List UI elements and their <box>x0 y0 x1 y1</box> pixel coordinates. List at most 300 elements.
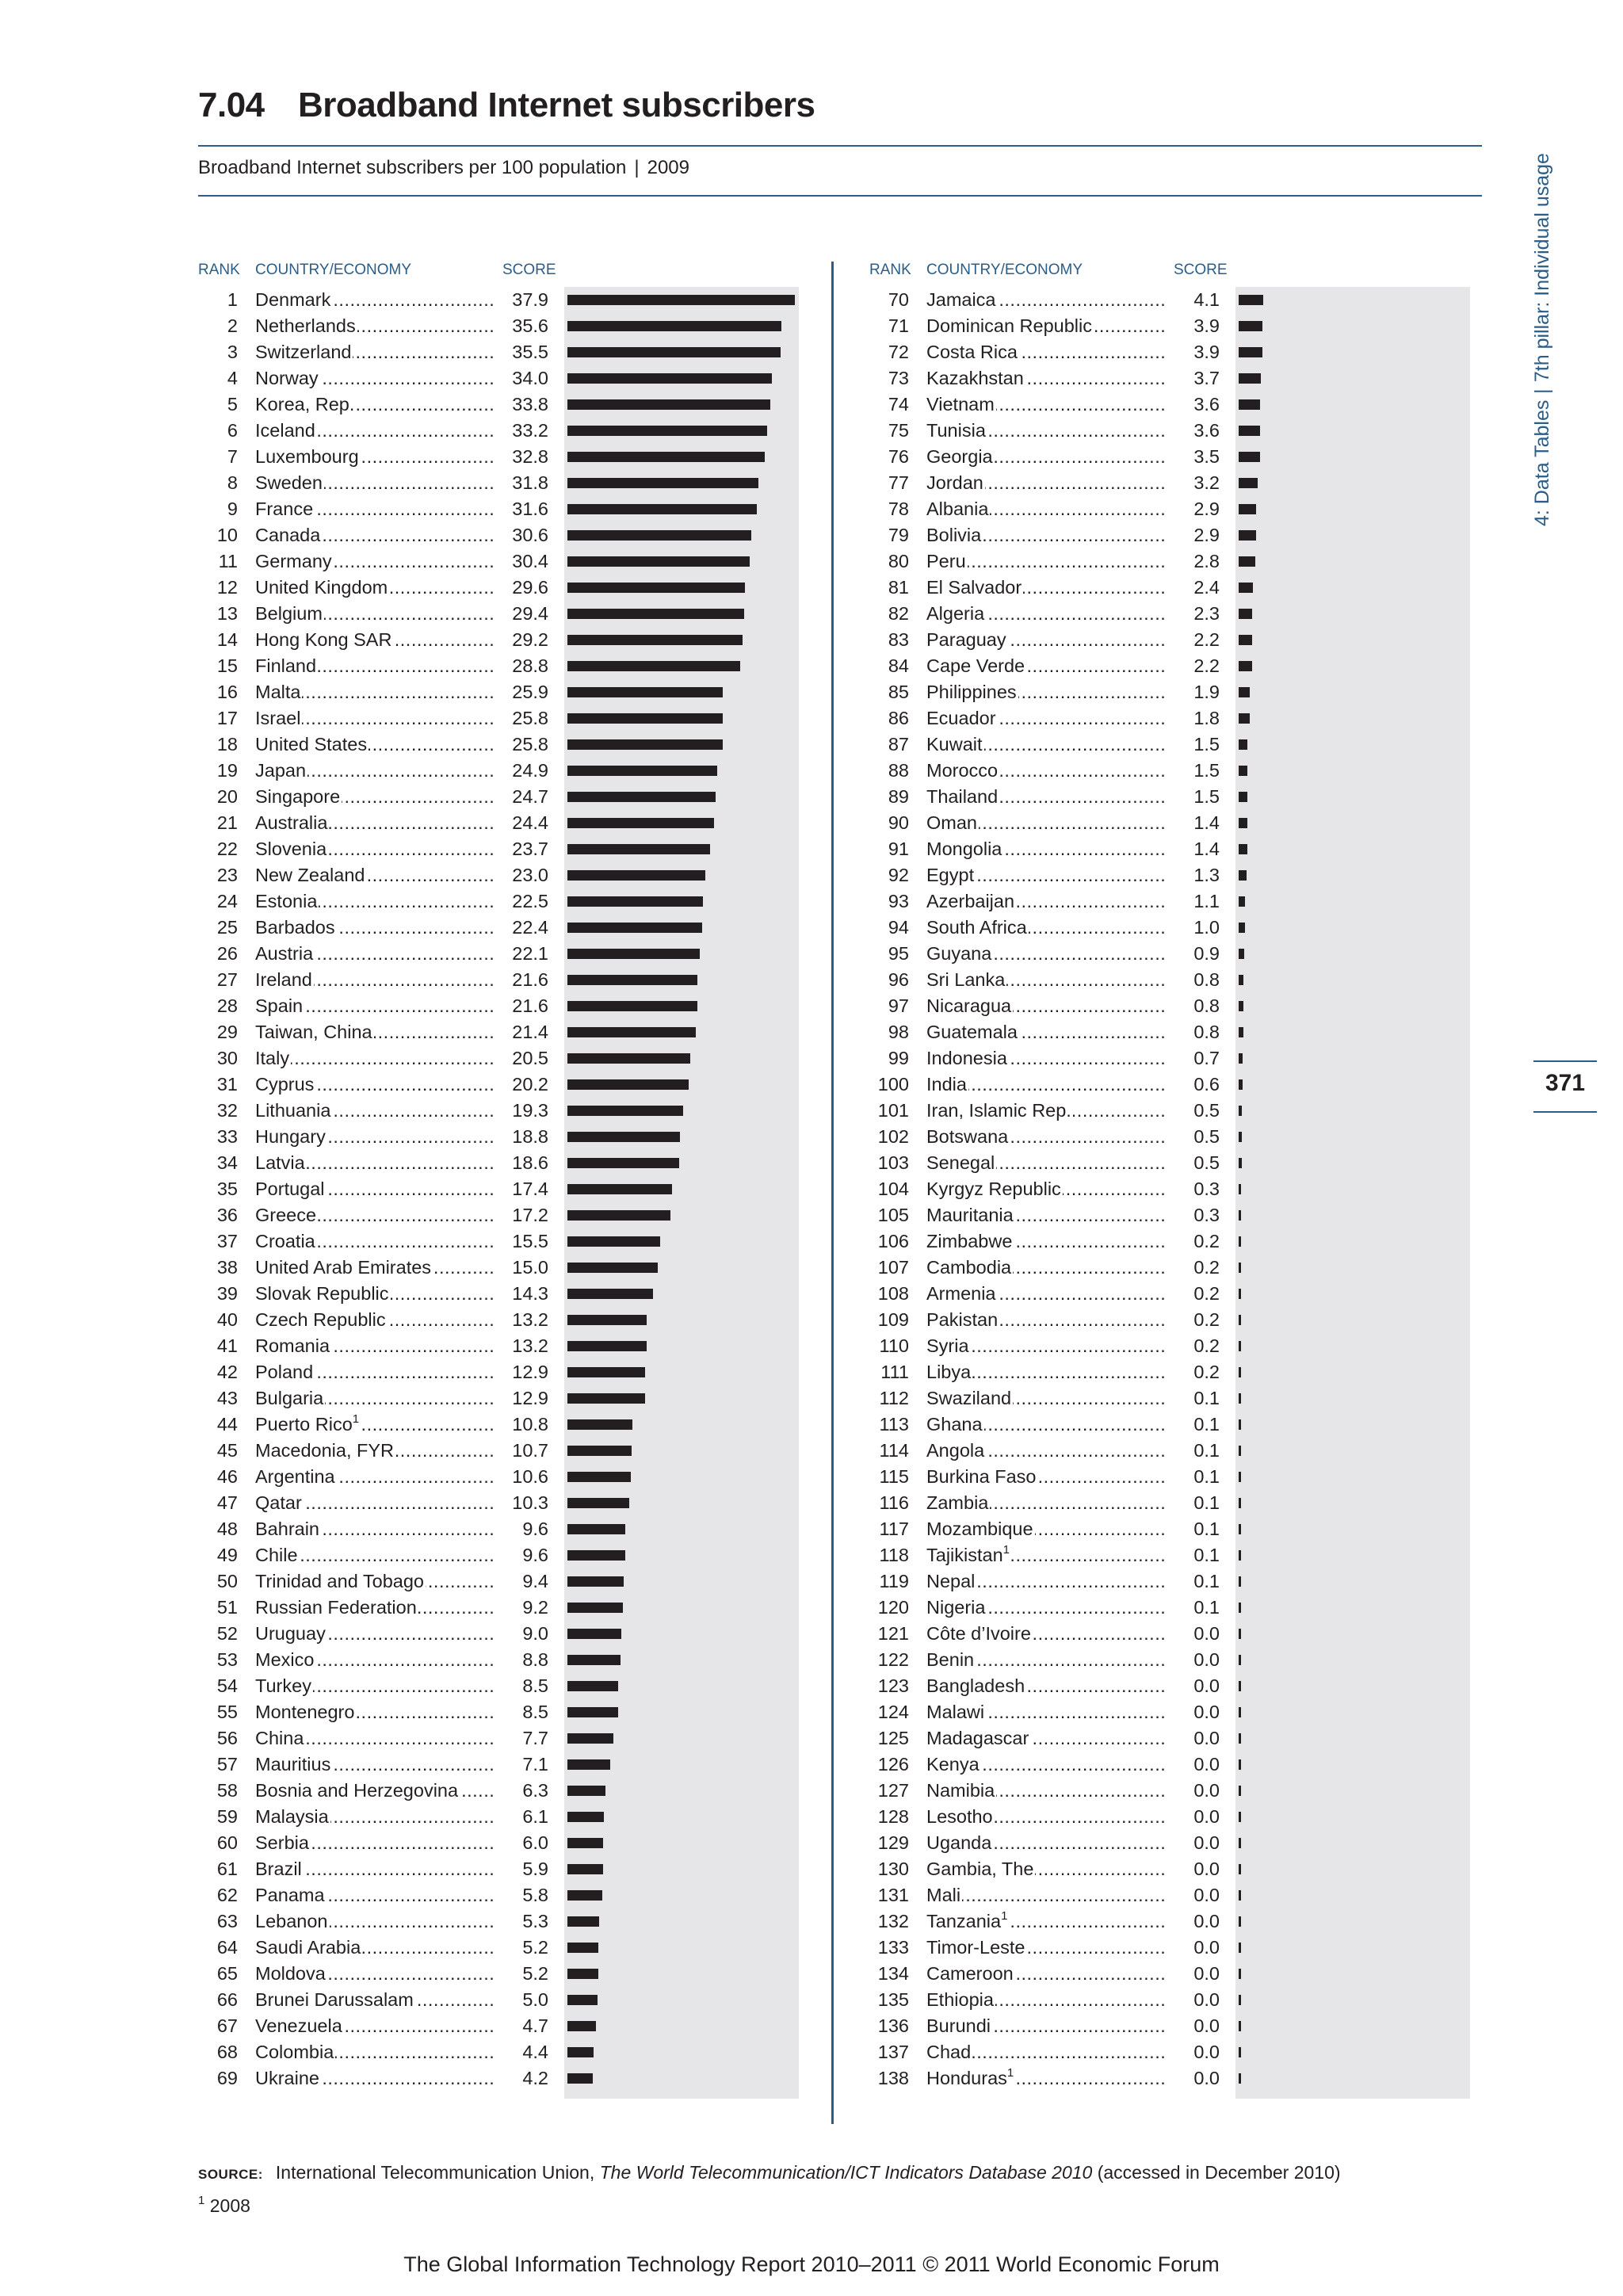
country-name: Montenegro <box>255 1702 355 1722</box>
score-cell: 9.6 <box>496 1516 548 1542</box>
score-bar <box>1239 1158 1242 1168</box>
rank-cell: 53 <box>216 1649 238 1670</box>
score-bar <box>567 426 767 436</box>
rank-cell: 94 <box>888 917 909 938</box>
country-name: Croatia <box>255 1231 315 1251</box>
country-name: Angola <box>926 1440 985 1461</box>
page-number-rule-top <box>1533 1060 1597 1062</box>
score-cell: 0.0 <box>1167 1621 1220 1647</box>
country-cell <box>255 1098 332 1124</box>
score-cell: 0.2 <box>1167 1333 1220 1359</box>
country-name: India <box>926 1074 967 1095</box>
country-cell <box>255 339 353 365</box>
rank-cell: 102 <box>877 1126 909 1147</box>
score-cell: 17.4 <box>496 1176 548 1202</box>
rank-cell: 45 <box>216 1440 238 1461</box>
score-bar <box>567 1472 631 1482</box>
score-cell: 20.2 <box>496 1072 548 1098</box>
score-cell: 0.0 <box>1167 1804 1220 1830</box>
score-cell: 4.1 <box>1167 287 1220 313</box>
score-bar <box>1239 321 1262 331</box>
score-cell: 3.9 <box>1167 313 1220 339</box>
rank-cell: 73 <box>888 368 909 388</box>
rank-cell: 89 <box>888 786 909 807</box>
rank-cell: 14 <box>216 629 238 650</box>
country-cell <box>255 392 356 418</box>
score-cell: 4.7 <box>496 2013 548 2039</box>
score-cell: 0.0 <box>1167 1778 1220 1804</box>
rank-cell: 92 <box>888 865 909 885</box>
score-cell: 24.4 <box>496 810 548 836</box>
score-cell: 0.1 <box>1167 1438 1220 1464</box>
source-accessed: (accessed in December 2010) <box>1092 2162 1341 2183</box>
country-name: Oman <box>926 812 977 833</box>
rank-cell: 101 <box>877 1100 909 1121</box>
rank-cell: 41 <box>216 1335 238 1356</box>
rank-cell: 90 <box>888 812 909 833</box>
rank-cell: 9 <box>227 499 238 519</box>
subtitle-year: 2009 <box>647 157 689 178</box>
rank-cell: 11 <box>218 551 238 571</box>
country-name: Luxembourg <box>255 446 359 467</box>
country-cell <box>255 575 389 601</box>
country-cell <box>255 1935 362 1961</box>
country-header: COUNTRY/ECONOMY <box>255 262 412 278</box>
country-cell <box>926 313 1094 339</box>
score-header: SCORE <box>1174 262 1228 278</box>
score-cell: 3.6 <box>1167 392 1220 418</box>
country-name: Thailand <box>926 786 999 807</box>
rank-cell: 39 <box>216 1283 238 1304</box>
rank-cell: 81 <box>888 577 909 598</box>
country-cell <box>926 1752 981 1778</box>
country-name: Timor-Leste <box>926 1937 1025 1958</box>
country-cell <box>926 1307 999 1333</box>
score-cell: 8.5 <box>496 1699 548 1725</box>
sidebar-pillar: 7th pillar: Individual usage <box>1531 153 1553 383</box>
country-cell <box>926 1045 1009 1072</box>
country-cell <box>926 1882 962 1908</box>
sidebar-separator: | <box>1531 388 1553 394</box>
rank-cell: 109 <box>877 1309 909 1330</box>
score-bar <box>567 1158 679 1168</box>
header-rule-top <box>198 145 1482 147</box>
country-cell <box>926 1255 1013 1281</box>
country-cell <box>255 1150 307 1176</box>
country-name: Nigeria <box>926 1597 986 1618</box>
score-bar <box>1239 1707 1241 1717</box>
sidebar-part: 4: Data Tables <box>1531 399 1553 526</box>
score-cell: 22.1 <box>496 941 548 967</box>
country-name: Barbados <box>255 917 335 938</box>
country-name: Brunei Darussalam <box>255 1989 414 2010</box>
rank-cell: 122 <box>877 1649 909 1670</box>
score-cell: 0.5 <box>1167 1124 1220 1150</box>
score-bar <box>1239 792 1247 802</box>
country-name: Kenya <box>926 1754 980 1775</box>
score-cell: 24.9 <box>496 758 548 784</box>
score-bar <box>1239 347 1262 357</box>
rank-cell: 98 <box>888 1022 909 1042</box>
score-bar <box>567 399 770 410</box>
score-cell: 0.1 <box>1167 1516 1220 1542</box>
score-bar <box>1239 713 1250 724</box>
score-cell: 1.5 <box>1167 758 1220 784</box>
rank-cell: 24 <box>216 891 238 911</box>
score-bar <box>1239 399 1260 410</box>
rank-cell: 5 <box>227 394 238 415</box>
country-cell <box>255 601 324 627</box>
score-cell: 5.8 <box>496 1882 548 1908</box>
score-cell: 29.4 <box>496 601 548 627</box>
country-cell <box>926 339 1019 365</box>
country-cell <box>926 836 1003 862</box>
country-name: France <box>255 499 314 519</box>
score-cell: 1.3 <box>1167 862 1220 888</box>
rank-cell: 100 <box>877 1074 909 1095</box>
score-bar <box>1239 295 1263 305</box>
score-bar <box>1239 1864 1241 1874</box>
country-cell <box>255 444 361 470</box>
country-name: Malta <box>255 682 301 702</box>
score-cell: 0.0 <box>1167 1908 1220 1935</box>
country-name: Uruguay <box>255 1623 326 1644</box>
score-cell: 22.4 <box>496 915 548 941</box>
country-cell <box>255 1490 304 1516</box>
source-publication: The World Telecommunication/ICT Indicators Database 2010 <box>599 2162 1093 2183</box>
score-cell: 25.8 <box>496 705 548 732</box>
score-bar <box>567 1890 602 1901</box>
country-cell <box>255 784 342 810</box>
country-cell <box>926 1098 1073 1124</box>
country-name: Namibia <box>926 1780 995 1801</box>
score-cell: 0.1 <box>1167 1542 1220 1568</box>
country-cell <box>255 679 302 705</box>
rank-cell: 72 <box>888 342 909 362</box>
score-cell: 5.2 <box>496 1961 548 1987</box>
country-cell <box>926 1568 976 1595</box>
rank-cell: 31 <box>216 1074 238 1095</box>
footnote-marker: 1 <box>1006 2066 1014 2080</box>
country-cell <box>255 1725 305 1752</box>
rank-cell: 112 <box>879 1388 909 1408</box>
country-name: Latvia <box>255 1152 305 1173</box>
rank-cell: 38 <box>216 1257 238 1278</box>
score-cell: 19.3 <box>496 1098 548 1124</box>
country-name: Cambodia <box>926 1257 1012 1278</box>
score-bar <box>567 1289 653 1299</box>
rank-cell: 78 <box>888 499 909 519</box>
rank-cell: 30 <box>216 1048 238 1068</box>
score-bar <box>567 1603 623 1613</box>
rank-cell: 26 <box>216 943 238 964</box>
country-cell <box>255 862 366 888</box>
score-bar <box>1239 1838 1241 1848</box>
country-cell <box>255 1464 337 1490</box>
score-bar <box>567 844 710 854</box>
country-name: Ghana <box>926 1414 983 1435</box>
country-cell <box>255 967 314 993</box>
country-name: Australia <box>255 812 328 833</box>
rank-cell: 34 <box>216 1152 238 1173</box>
score-bar <box>1239 1446 1241 1456</box>
country-cell <box>926 1438 986 1464</box>
score-cell: 9.6 <box>496 1542 548 1568</box>
country-name: Estonia <box>255 891 318 911</box>
rank-cell: 25 <box>216 917 238 938</box>
country-cell <box>926 732 984 758</box>
country-cell <box>926 627 1008 653</box>
country-cell <box>926 1699 986 1725</box>
column-divider <box>831 262 834 2124</box>
score-cell: 35.6 <box>496 313 548 339</box>
score-bar <box>567 2073 593 2084</box>
score-bar <box>567 1079 689 1090</box>
country-cell <box>926 1516 1035 1542</box>
rank-cell: 70 <box>888 289 909 310</box>
country-name: Kyrgyz Republic <box>926 1179 1061 1199</box>
score-cell: 0.0 <box>1167 1699 1220 1725</box>
rank-cell: 37 <box>216 1231 238 1251</box>
score-cell: 9.2 <box>496 1595 548 1621</box>
score-bar <box>1239 2047 1241 2057</box>
score-cell: 1.4 <box>1167 836 1220 862</box>
country-name: Bolivia <box>926 525 982 545</box>
country-cell <box>926 1202 1015 1228</box>
country-name: Gambia, The <box>926 1859 1034 1879</box>
rank-cell: 62 <box>216 1885 238 1905</box>
rank-cell: 124 <box>877 1702 909 1722</box>
score-bar <box>567 1498 629 1508</box>
country-cell <box>926 810 979 836</box>
score-cell: 0.3 <box>1167 1176 1220 1202</box>
country-cell <box>255 1673 313 1699</box>
score-cell: 33.2 <box>496 418 548 444</box>
country-cell <box>926 1673 1026 1699</box>
country-cell <box>255 941 315 967</box>
footnote-marker: 1 <box>1002 1543 1010 1557</box>
country-name: Singapore <box>255 786 341 807</box>
rank-cell: 126 <box>877 1754 909 1775</box>
score-cell: 25.9 <box>496 679 548 705</box>
country-cell <box>255 1333 331 1359</box>
rank-cell: 76 <box>888 446 909 467</box>
country-cell <box>926 470 985 496</box>
rank-cell: 61 <box>216 1859 238 1879</box>
country-name: Cameroon <box>926 1963 1014 1984</box>
score-bar <box>1239 1419 1241 1430</box>
score-bar <box>1239 687 1250 697</box>
country-cell <box>255 1621 327 1647</box>
score-cell: 0.0 <box>1167 1987 1220 2013</box>
score-cell: 30.6 <box>496 522 548 548</box>
country-cell <box>926 1359 972 1385</box>
country-cell <box>926 1176 1063 1202</box>
country-cell <box>926 915 1029 941</box>
score-bar <box>1239 530 1256 541</box>
score-cell: 37.9 <box>496 287 548 313</box>
page-number-rule-bottom <box>1533 1111 1597 1113</box>
score-cell: 8.5 <box>496 1673 548 1699</box>
score-bar <box>567 1812 604 1822</box>
country-cell <box>926 1595 987 1621</box>
country-cell <box>926 967 1006 993</box>
score-cell: 10.3 <box>496 1490 548 1516</box>
country-name: Ecuador <box>926 708 996 728</box>
rank-cell: 91 <box>888 839 909 859</box>
score-bar <box>567 609 744 619</box>
country-name: Denmark <box>255 289 331 310</box>
country-cell <box>926 496 990 522</box>
country-name: United Kingdom <box>255 577 388 598</box>
score-bar <box>567 687 723 697</box>
score-cell: 1.1 <box>1167 888 1220 915</box>
rank-cell: 40 <box>216 1309 238 1330</box>
score-cell: 1.8 <box>1167 705 1220 732</box>
score-bar <box>567 1446 632 1456</box>
rank-cell: 84 <box>888 655 909 676</box>
country-name: Austria <box>255 943 314 964</box>
rank-cell: 116 <box>879 1492 909 1513</box>
score-bar <box>1239 1550 1241 1561</box>
score-bar <box>567 373 772 384</box>
rank-cell: 119 <box>879 1571 909 1591</box>
country-name: Cape Verde <box>926 655 1025 676</box>
country-name: Mexico <box>255 1649 315 1670</box>
country-cell <box>926 522 983 548</box>
score-bar <box>567 1576 624 1587</box>
rank-cell: 56 <box>216 1728 238 1748</box>
country-name: Israel <box>255 708 301 728</box>
score-bar <box>567 452 765 462</box>
country-name: Saudi Arabia <box>255 1937 361 1958</box>
rank-cell: 105 <box>877 1205 909 1225</box>
score-cell: 1.5 <box>1167 784 1220 810</box>
country-name: Argentina <box>255 1466 335 1487</box>
section-title: Broadband Internet subscribers <box>298 86 815 124</box>
score-bar <box>567 1943 598 1953</box>
country-name: Netherlands <box>255 315 356 336</box>
country-cell <box>255 1882 327 1908</box>
score-cell: 0.2 <box>1167 1307 1220 1333</box>
score-bar <box>1239 2021 1241 2031</box>
score-bar <box>567 2047 594 2057</box>
rank-cell: 46 <box>216 1466 238 1487</box>
score-bar <box>1239 1001 1243 1011</box>
country-name: Georgia <box>926 446 993 467</box>
score-cell: 0.2 <box>1167 1255 1220 1281</box>
country-cell <box>255 2065 321 2092</box>
footnote-text: 2008 <box>204 2195 250 2216</box>
country-cell <box>255 1595 418 1621</box>
score-cell: 23.7 <box>496 836 548 862</box>
subtitle-separator: | <box>634 157 640 178</box>
rank-cell: 3 <box>227 342 238 362</box>
country-cell <box>926 1228 1014 1255</box>
score-cell: 0.0 <box>1167 1752 1220 1778</box>
country-cell <box>926 1621 1033 1647</box>
country-cell <box>926 575 1023 601</box>
score-bar <box>567 1027 696 1037</box>
country-name: Uganda <box>926 1832 992 1853</box>
rank-cell: 85 <box>888 682 909 702</box>
score-bar <box>567 530 751 541</box>
score-cell: 8.8 <box>496 1647 548 1673</box>
score-bar <box>567 321 781 331</box>
country-name: Senegal <box>926 1152 995 1173</box>
score-cell: 0.0 <box>1167 2013 1220 2039</box>
country-cell <box>255 470 324 496</box>
country-name: Swaziland <box>926 1388 1012 1408</box>
score-bar <box>1239 896 1245 907</box>
country-name: Hong Kong SAR <box>255 629 392 650</box>
score-cell: 0.0 <box>1167 1935 1220 1961</box>
score-cell: 0.0 <box>1167 1830 1220 1856</box>
score-bar <box>1239 1655 1241 1665</box>
rank-cell: 93 <box>888 891 909 911</box>
rank-cell: 86 <box>888 708 909 728</box>
footnote-marker: 1 <box>352 1412 360 1426</box>
rank-cell: 65 <box>216 1963 238 1984</box>
country-cell <box>255 705 302 732</box>
score-cell: 0.2 <box>1167 1281 1220 1307</box>
footnote-marker: 1 <box>1001 1909 1008 1923</box>
score-cell: 0.0 <box>1167 2065 1220 2092</box>
score-bar <box>1239 844 1247 854</box>
country-cell <box>926 1856 1035 1882</box>
country-cell <box>255 732 369 758</box>
score-bar <box>1239 1132 1242 1142</box>
score-bar <box>1239 504 1256 514</box>
country-name: Japan <box>255 760 307 781</box>
score-bar <box>1239 1603 1241 1613</box>
country-cell <box>926 888 1016 915</box>
country-name: Lesotho <box>926 1806 993 1827</box>
score-bar <box>1239 478 1258 488</box>
rank-cell: 57 <box>216 1754 238 1775</box>
country-name: Turkey <box>255 1675 311 1696</box>
score-bar <box>1239 949 1244 959</box>
score-cell: 2.2 <box>1167 653 1220 679</box>
country-cell <box>926 392 996 418</box>
country-cell <box>255 1359 315 1385</box>
country-cell <box>255 1699 356 1725</box>
score-bar <box>1239 661 1252 671</box>
score-cell: 23.0 <box>496 862 548 888</box>
country-name: Kuwait <box>926 734 983 755</box>
score-bar <box>1239 1943 1241 1953</box>
country-name: Zimbabwe <box>926 1231 1013 1251</box>
score-cell: 0.0 <box>1167 1647 1220 1673</box>
score-bar <box>1239 1786 1241 1796</box>
score-bar <box>1239 1916 1241 1927</box>
score-cell: 0.0 <box>1167 1961 1220 1987</box>
score-cell: 4.4 <box>496 2039 548 2065</box>
score-cell: 32.8 <box>496 444 548 470</box>
score-bar <box>1239 870 1247 881</box>
country-name: Bulgaria <box>255 1388 324 1408</box>
country-name: Sweden <box>255 472 323 493</box>
country-name: Chad <box>926 2042 972 2062</box>
rank-cell: 49 <box>216 1545 238 1565</box>
rank-cell: 33 <box>216 1126 238 1147</box>
country-cell <box>255 888 319 915</box>
score-cell: 12.9 <box>496 1385 548 1412</box>
rank-cell: 75 <box>888 420 909 441</box>
source-text: International Telecommunication Union, <box>275 2162 600 2183</box>
country-cell <box>255 915 337 941</box>
country-cell <box>926 1830 993 1856</box>
